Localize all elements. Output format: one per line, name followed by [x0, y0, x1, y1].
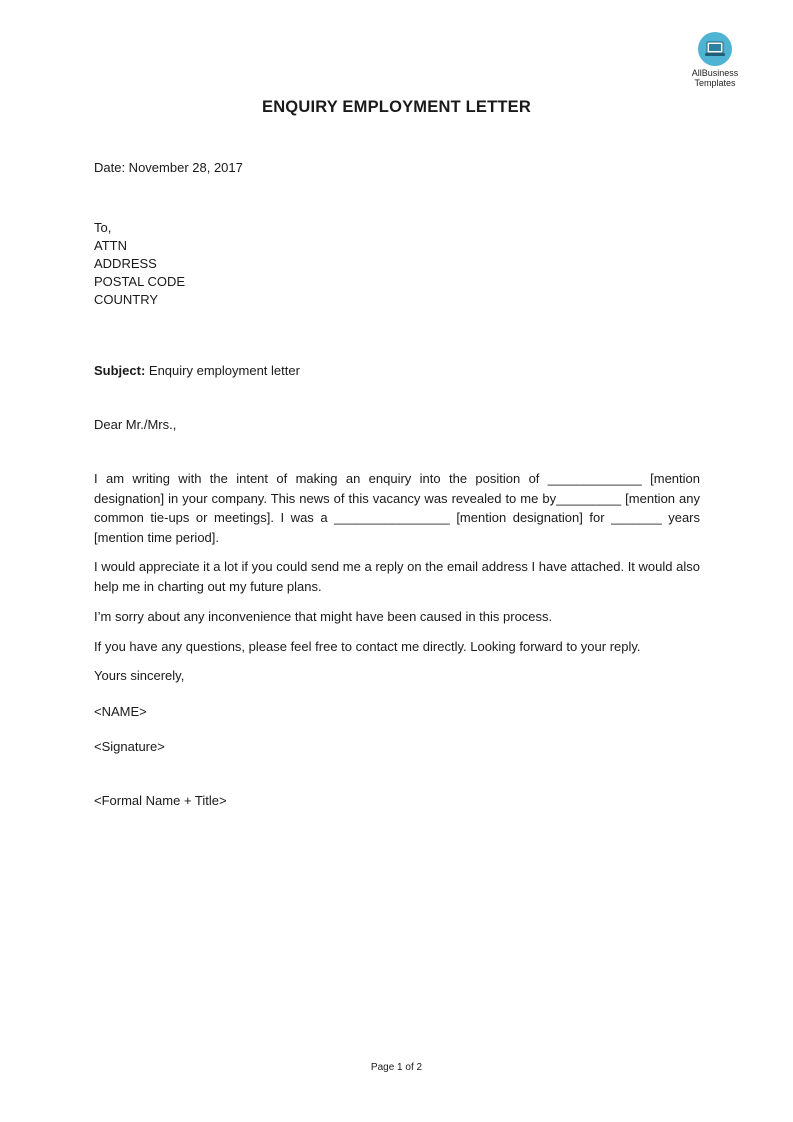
- logo-text: [684, 68, 746, 88]
- paragraph-apology: I’m sorry about any inconvenience that might have been caused in this process.: [94, 609, 553, 624]
- recipient-to: To,: [94, 220, 112, 235]
- letter-title: ENQUIRY EMPLOYMENT LETTER: [261, 98, 532, 116]
- logo-line-2: Templates: [694, 78, 736, 88]
- recipient-attn: ATTN: [94, 238, 127, 253]
- subject-text: Enquiry employment letter: [145, 363, 300, 378]
- logo-line-1: AllBusiness: [691, 68, 739, 78]
- paragraph-reply-request: I would appreciate it a lot if you could send me a reply on the email address I have attached. It would also help me in charting out my future plans.: [94, 559, 700, 594]
- page-number: Page 1 of 2: [370, 1062, 423, 1073]
- subject-line: [94, 362, 300, 380]
- sign-off: Yours sincerely,: [94, 668, 185, 683]
- allbusiness-logo: [684, 32, 746, 88]
- recipient-country: COUNTRY: [94, 292, 159, 307]
- recipient-postal-code: POSTAL CODE: [94, 274, 186, 289]
- sender-name: <NAME>: [94, 704, 147, 719]
- laptop-icon: [698, 32, 732, 66]
- sender-signature: <Signature>: [94, 739, 165, 754]
- paragraph-contact: If you have any questions, please feel free to contact me directly. Looking forward to your reply.: [94, 639, 641, 654]
- date-line: Date: November 28, 2017: [94, 160, 243, 175]
- paragraph-enquiry: I am writing with the intent of making an enquiry into the position of _____________ [mention designation] in your company. This news of this vacancy was revealed to me by_________ [mention any common tie-ups or meetings]. I was a ________________ [mention designation] for _______ years [mention time period].: [94, 471, 700, 545]
- salutation: Dear Mr./Mrs.,: [94, 417, 177, 432]
- subject-label: Subject:: [94, 363, 146, 378]
- recipient-address: ADDRESS: [94, 256, 157, 271]
- sender-formal-name: <Formal Name + Title>: [94, 793, 227, 808]
